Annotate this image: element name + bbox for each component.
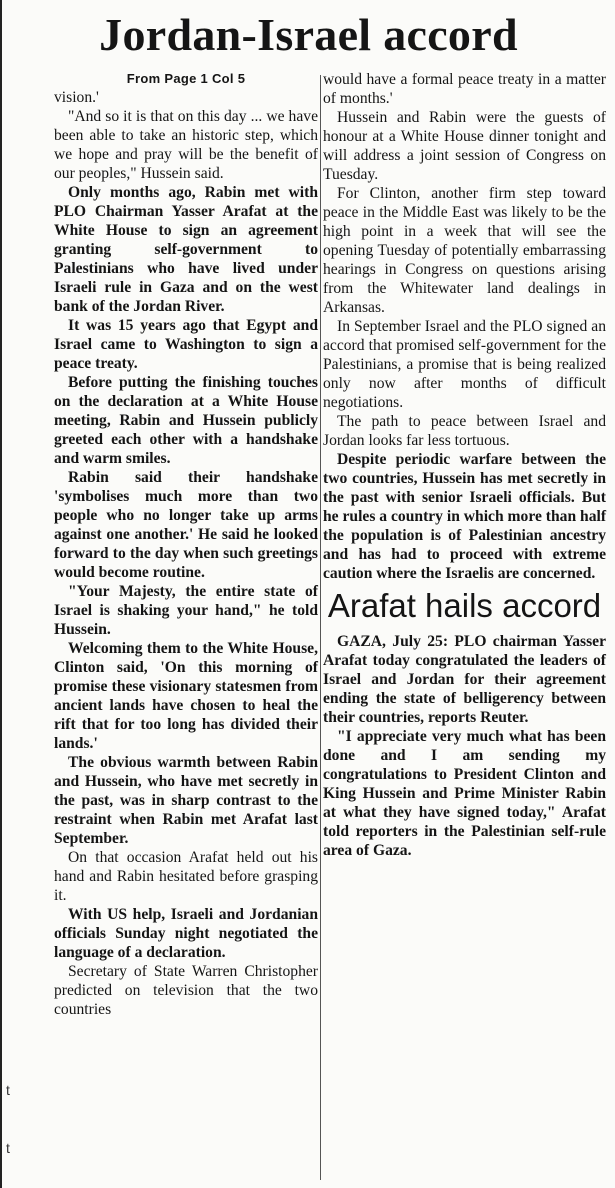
margin-mark: t — [6, 1140, 10, 1156]
paragraph: On that occasion Arafat held out his hand and Rabin hesitated before grasping it. — [54, 849, 318, 904]
column-rule — [320, 75, 321, 1180]
paragraph: In September Israel and the PLO signed an accord that promised self-government for the Palestinians, a promise that is being realized only now after months of difficult negotiations. — [323, 318, 606, 411]
paragraph: With US help, Israeli and Jordanian officials Sunday night negotiated the language of a declaration. — [54, 906, 318, 961]
paragraph: GAZA, July 25: PLO chairman Yasser Arafat today congratulated the leaders of Israel and Jordan for their agreement ending the state of belligerency between their countries, reports Reuter. — [323, 633, 606, 726]
paragraph: Despite periodic warfare between the two countries, Hussein has met secretly in the past with senior Israeli officials. But he rules a country in which more than half the population is of Palestinian ancestry and has had to proceed with extreme caution where the Israelis are concerned. — [323, 451, 607, 582]
paragraph: For Clinton, another firm step toward peace in the Middle East was likely to be the high point in a week that will see the opening Tuesday of potentially embarrassing hearings in Congress on questions arising from the Whitewater land dealings in Arkansas. — [323, 185, 606, 316]
right-column — [323, 70, 606, 860]
paragraph: Secretary of State Warren Christopher predicted on television that the two countries — [54, 963, 318, 1018]
paragraph: The obvious warmth between Rabin and Hussein, who have met secretly in the past, was in sharp contrast to the restraint when Rabin met Arafat last September. — [54, 754, 318, 847]
paragraph: Welcoming them to the White House, Clinton said, 'On this morning of promise these visionary statesmen from ancient lands have chosen to heal the rift that for too long has divided their lands.' — [54, 640, 318, 752]
subhead: Arafat hails accord — [327, 587, 602, 624]
paragraph: The path to peace between Israel and Jordan looks far less tortuous. — [323, 413, 606, 449]
headline: Jordan-Israel accord — [99, 9, 518, 60]
paragraph: "And so it is that on this day ... we have been able to take an historic step, which we hope and pray will be the benefit of our peoples," Hussein said. — [54, 108, 318, 182]
paragraph: It was 15 years ago that Egypt and Israel came to Washington to sign a peace treaty. — [54, 317, 318, 372]
paragraph: Before putting the finishing touches on the declaration at a White House meeting, Rabin and Hussein publicly greeted each other with a handshake and warm smiles. — [54, 374, 318, 467]
paragraph: Only months ago, Rabin met with PLO Chairman Yasser Arafat at the White House to sign an agreement granting self-government to Palestinians who have lived under Israeli rule in Gaza and on the west bank of the Jordan River. — [54, 184, 318, 315]
sub-story-paragraphs — [323, 632, 606, 860]
jump-line: From Page 1 Col 5 — [126, 71, 246, 86]
paragraph: Rabin said their handshake 'symbolises much more than two people who no longer take up arms against one another.' He said he looked forward to the day when such greetings would become routine. — [54, 469, 318, 581]
paragraph: Hussein and Rabin were the guests of honour at a White House dinner tonight and will address a joint session of Congress on Tuesday. — [323, 109, 606, 183]
margin-mark: t — [6, 1082, 10, 1098]
right-paragraphs — [323, 70, 606, 583]
left-paragraphs — [54, 88, 318, 1019]
paragraph: would have a formal peace treaty in a matter of months.' — [323, 71, 606, 107]
paragraph: "Your Majesty, the entire state of Israel is shaking your hand," he told Hussein. — [54, 583, 318, 638]
left-column — [54, 70, 318, 1019]
paragraph: vision.' — [54, 89, 99, 106]
paragraph: "I appreciate very much what has been done and I am sending my congratulations to President Clinton and King Hussein and Prime Minister Rabin at what they have signed today," Arafat told reporters in the Palestinian self-rule area of Gaza. — [323, 728, 606, 859]
